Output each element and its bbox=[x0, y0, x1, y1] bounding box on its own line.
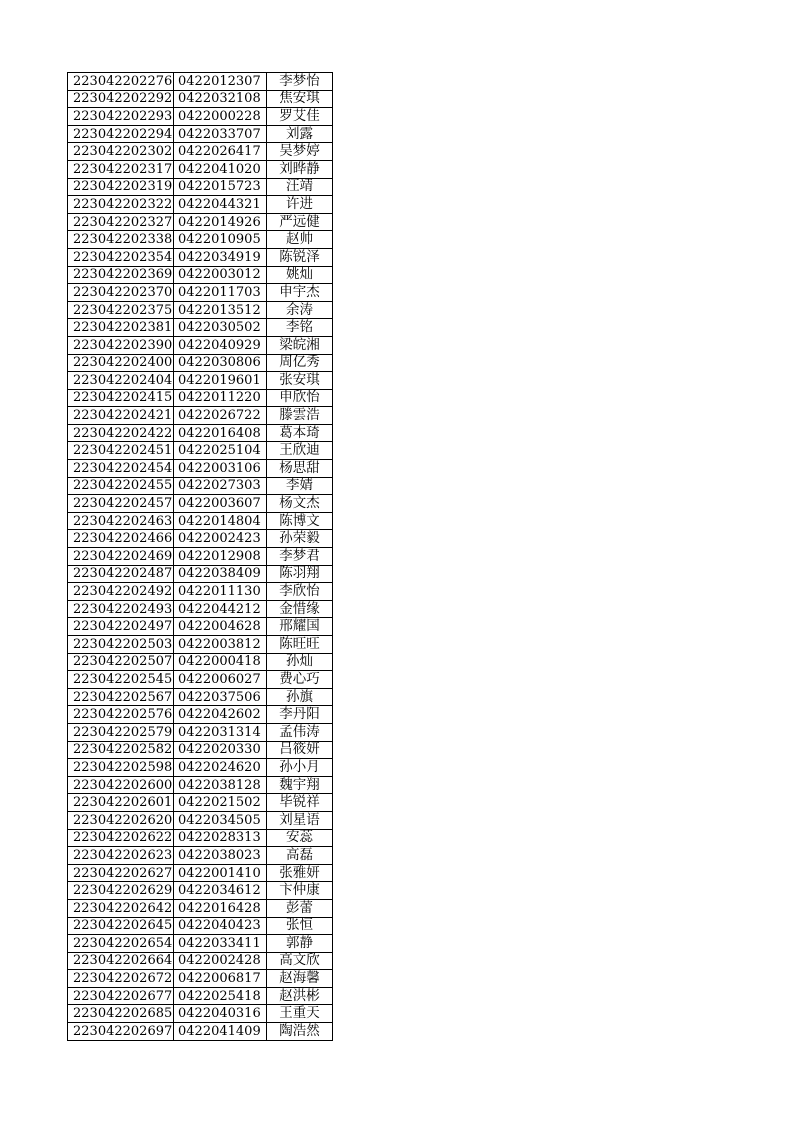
student-name-cell: 李欣怡 bbox=[267, 583, 333, 601]
student-name-cell: 邢耀国 bbox=[267, 618, 333, 636]
table-row bbox=[68, 530, 333, 548]
table-row bbox=[68, 477, 333, 495]
table-row bbox=[68, 125, 333, 143]
student-name-cell: 周亿秀 bbox=[267, 354, 333, 372]
student-id-cell: 0422016408 bbox=[174, 424, 267, 442]
table-row bbox=[68, 548, 333, 566]
student-id-cell: 0422013512 bbox=[174, 301, 267, 319]
student-name-cell: 毕锐祥 bbox=[267, 794, 333, 812]
student-name-cell: 安蕊 bbox=[267, 829, 333, 847]
student-id-cell: 0422011130 bbox=[174, 583, 267, 601]
student-id-cell: 0422011220 bbox=[174, 389, 267, 407]
student-name-cell: 郭静 bbox=[267, 935, 333, 953]
student-name-cell: 金惜缘 bbox=[267, 600, 333, 618]
table-row bbox=[68, 1023, 333, 1041]
student-id-cell: 0422041020 bbox=[174, 160, 267, 178]
exam-number-cell: 223042202400 bbox=[68, 354, 174, 372]
exam-number-cell: 223042202317 bbox=[68, 160, 174, 178]
table-row bbox=[68, 636, 333, 654]
exam-number-cell: 223042202354 bbox=[68, 248, 174, 266]
exam-number-cell: 223042202677 bbox=[68, 987, 174, 1005]
student-id-cell: 0422006817 bbox=[174, 970, 267, 988]
table-row bbox=[68, 248, 333, 266]
exam-number-cell: 223042202415 bbox=[68, 389, 174, 407]
student-name-cell: 彭蕾 bbox=[267, 899, 333, 917]
table-row bbox=[68, 73, 333, 91]
table-row bbox=[68, 1005, 333, 1023]
student-name-cell: 孙荣毅 bbox=[267, 530, 333, 548]
student-name-cell: 赵洪彬 bbox=[267, 987, 333, 1005]
exam-number-cell: 223042202327 bbox=[68, 213, 174, 231]
exam-number-cell: 223042202567 bbox=[68, 688, 174, 706]
table-row bbox=[68, 935, 333, 953]
student-name-cell: 刘晔静 bbox=[267, 160, 333, 178]
student-name-cell: 孙小月 bbox=[267, 759, 333, 777]
table-row bbox=[68, 899, 333, 917]
table-row bbox=[68, 706, 333, 724]
exam-number-cell: 223042202466 bbox=[68, 530, 174, 548]
table-row bbox=[68, 583, 333, 601]
exam-number-cell: 223042202623 bbox=[68, 847, 174, 865]
student-id-cell: 0422003106 bbox=[174, 460, 267, 478]
student-id-cell: 0422003012 bbox=[174, 266, 267, 284]
student-name-cell: 王重天 bbox=[267, 1005, 333, 1023]
table-row bbox=[68, 90, 333, 108]
student-name-cell: 陈羽翔 bbox=[267, 565, 333, 583]
student-name-cell: 孙灿 bbox=[267, 653, 333, 671]
student-name-cell: 王欣迪 bbox=[267, 442, 333, 460]
student-id-cell: 0422025418 bbox=[174, 987, 267, 1005]
student-id-cell: 0422040929 bbox=[174, 336, 267, 354]
student-id-cell: 0422034919 bbox=[174, 248, 267, 266]
table-row bbox=[68, 231, 333, 249]
student-id-cell: 0422019601 bbox=[174, 372, 267, 390]
student-name-cell: 陈博文 bbox=[267, 512, 333, 530]
table-row bbox=[68, 723, 333, 741]
student-name-cell: 余涛 bbox=[267, 301, 333, 319]
table-row bbox=[68, 618, 333, 636]
student-name-cell: 梁皖湘 bbox=[267, 336, 333, 354]
student-name-cell: 李丹阳 bbox=[267, 706, 333, 724]
student-id-cell: 0422025104 bbox=[174, 442, 267, 460]
student-id-cell: 0422033707 bbox=[174, 125, 267, 143]
student-name-cell: 葛本琦 bbox=[267, 424, 333, 442]
student-name-cell: 孙旗 bbox=[267, 688, 333, 706]
student-name-cell: 高文欣 bbox=[267, 952, 333, 970]
student-id-cell: 0422010905 bbox=[174, 231, 267, 249]
table-row bbox=[68, 319, 333, 337]
student-name-cell: 刘星语 bbox=[267, 811, 333, 829]
table-row bbox=[68, 460, 333, 478]
student-id-cell: 0422024620 bbox=[174, 759, 267, 777]
roster-body bbox=[68, 73, 333, 1041]
student-name-cell: 汪靖 bbox=[267, 178, 333, 196]
exam-number-cell: 223042202422 bbox=[68, 424, 174, 442]
student-name-cell: 焦安琪 bbox=[267, 90, 333, 108]
student-id-cell: 0422038409 bbox=[174, 565, 267, 583]
student-id-cell: 0422030806 bbox=[174, 354, 267, 372]
table-row bbox=[68, 442, 333, 460]
student-name-cell: 姚灿 bbox=[267, 266, 333, 284]
student-id-cell: 0422002423 bbox=[174, 530, 267, 548]
student-id-cell: 0422020330 bbox=[174, 741, 267, 759]
exam-number-cell: 223042202370 bbox=[68, 284, 174, 302]
student-name-cell: 魏宇翔 bbox=[267, 776, 333, 794]
student-name-cell: 杨文杰 bbox=[267, 495, 333, 513]
student-id-cell: 0422021502 bbox=[174, 794, 267, 812]
exam-number-cell: 223042202601 bbox=[68, 794, 174, 812]
table-row bbox=[68, 671, 333, 689]
student-id-cell: 0422015723 bbox=[174, 178, 267, 196]
student-id-cell: 0422014926 bbox=[174, 213, 267, 231]
student-name-cell: 卞仲康 bbox=[267, 882, 333, 900]
exam-number-cell: 223042202600 bbox=[68, 776, 174, 794]
table-row bbox=[68, 794, 333, 812]
student-name-cell: 李梦君 bbox=[267, 548, 333, 566]
exam-number-cell: 223042202664 bbox=[68, 952, 174, 970]
exam-number-cell: 223042202375 bbox=[68, 301, 174, 319]
exam-number-cell: 223042202451 bbox=[68, 442, 174, 460]
exam-number-cell: 223042202697 bbox=[68, 1023, 174, 1041]
exam-number-cell: 223042202622 bbox=[68, 829, 174, 847]
student-id-cell: 0422002428 bbox=[174, 952, 267, 970]
student-name-cell: 赵帅 bbox=[267, 231, 333, 249]
student-id-cell: 0422026417 bbox=[174, 143, 267, 161]
exam-number-cell: 223042202579 bbox=[68, 723, 174, 741]
exam-number-cell: 223042202576 bbox=[68, 706, 174, 724]
student-id-cell: 0422042602 bbox=[174, 706, 267, 724]
table-row bbox=[68, 759, 333, 777]
exam-number-cell: 223042202598 bbox=[68, 759, 174, 777]
exam-number-cell: 223042202457 bbox=[68, 495, 174, 513]
table-row bbox=[68, 882, 333, 900]
student-id-cell: 0422032108 bbox=[174, 90, 267, 108]
student-id-cell: 0422012908 bbox=[174, 548, 267, 566]
exam-number-cell: 223042202582 bbox=[68, 741, 174, 759]
table-row bbox=[68, 178, 333, 196]
table-row bbox=[68, 284, 333, 302]
exam-number-cell: 223042202463 bbox=[68, 512, 174, 530]
table-row bbox=[68, 970, 333, 988]
student-name-cell: 张雅妍 bbox=[267, 864, 333, 882]
table-row bbox=[68, 495, 333, 513]
exam-number-cell: 223042202627 bbox=[68, 864, 174, 882]
exam-number-cell: 223042202293 bbox=[68, 108, 174, 126]
exam-number-cell: 223042202654 bbox=[68, 935, 174, 953]
student-id-cell: 0422037506 bbox=[174, 688, 267, 706]
exam-number-cell: 223042202645 bbox=[68, 917, 174, 935]
student-name-cell: 高磊 bbox=[267, 847, 333, 865]
table-row bbox=[68, 565, 333, 583]
student-id-cell: 0422003607 bbox=[174, 495, 267, 513]
student-id-cell: 0422044321 bbox=[174, 196, 267, 214]
exam-number-cell: 223042202319 bbox=[68, 178, 174, 196]
student-name-cell: 申欣怡 bbox=[267, 389, 333, 407]
table-row bbox=[68, 372, 333, 390]
student-id-cell: 0422044212 bbox=[174, 600, 267, 618]
table-row bbox=[68, 354, 333, 372]
table-row bbox=[68, 917, 333, 935]
exam-number-cell: 223042202322 bbox=[68, 196, 174, 214]
student-id-cell: 0422003812 bbox=[174, 636, 267, 654]
student-name-cell: 费心巧 bbox=[267, 671, 333, 689]
student-id-cell: 0422004628 bbox=[174, 618, 267, 636]
exam-number-cell: 223042202487 bbox=[68, 565, 174, 583]
table-row bbox=[68, 864, 333, 882]
student-id-cell: 0422012307 bbox=[174, 73, 267, 91]
student-name-cell: 杨思甜 bbox=[267, 460, 333, 478]
exam-number-cell: 223042202455 bbox=[68, 477, 174, 495]
exam-number-cell: 223042202369 bbox=[68, 266, 174, 284]
exam-number-cell: 223042202620 bbox=[68, 811, 174, 829]
student-id-cell: 0422034612 bbox=[174, 882, 267, 900]
student-id-cell: 0422040316 bbox=[174, 1005, 267, 1023]
student-name-cell: 张安琪 bbox=[267, 372, 333, 390]
student-id-cell: 0422001410 bbox=[174, 864, 267, 882]
student-id-cell: 0422031314 bbox=[174, 723, 267, 741]
exam-number-cell: 223042202672 bbox=[68, 970, 174, 988]
table-row bbox=[68, 512, 333, 530]
table-row bbox=[68, 336, 333, 354]
table-row bbox=[68, 600, 333, 618]
exam-number-cell: 223042202292 bbox=[68, 90, 174, 108]
student-name-cell: 赵海馨 bbox=[267, 970, 333, 988]
student-name-cell: 刘露 bbox=[267, 125, 333, 143]
exam-number-cell: 223042202685 bbox=[68, 1005, 174, 1023]
exam-number-cell: 223042202507 bbox=[68, 653, 174, 671]
student-id-cell: 0422038128 bbox=[174, 776, 267, 794]
table-row bbox=[68, 424, 333, 442]
student-id-cell: 0422028313 bbox=[174, 829, 267, 847]
student-id-cell: 0422000418 bbox=[174, 653, 267, 671]
student-name-cell: 许进 bbox=[267, 196, 333, 214]
student-roster-table bbox=[67, 72, 333, 1041]
student-id-cell: 0422030502 bbox=[174, 319, 267, 337]
exam-number-cell: 223042202545 bbox=[68, 671, 174, 689]
table-row bbox=[68, 389, 333, 407]
table-row bbox=[68, 407, 333, 425]
table-row bbox=[68, 213, 333, 231]
student-id-cell: 0422033411 bbox=[174, 935, 267, 953]
student-name-cell: 李梦怡 bbox=[267, 73, 333, 91]
exam-number-cell: 223042202503 bbox=[68, 636, 174, 654]
table-row bbox=[68, 811, 333, 829]
student-name-cell: 李婧 bbox=[267, 477, 333, 495]
table-row bbox=[68, 741, 333, 759]
student-name-cell: 陶浩然 bbox=[267, 1023, 333, 1041]
student-id-cell: 0422011703 bbox=[174, 284, 267, 302]
table-row bbox=[68, 776, 333, 794]
table-row bbox=[68, 143, 333, 161]
exam-number-cell: 223042202381 bbox=[68, 319, 174, 337]
exam-number-cell: 223042202338 bbox=[68, 231, 174, 249]
table-row bbox=[68, 160, 333, 178]
student-name-cell: 孟伟涛 bbox=[267, 723, 333, 741]
student-id-cell: 0422034505 bbox=[174, 811, 267, 829]
table-row bbox=[68, 266, 333, 284]
student-id-cell: 0422000228 bbox=[174, 108, 267, 126]
student-id-cell: 0422016428 bbox=[174, 899, 267, 917]
student-id-cell: 0422040423 bbox=[174, 917, 267, 935]
student-name-cell: 罗艾佳 bbox=[267, 108, 333, 126]
exam-number-cell: 223042202276 bbox=[68, 73, 174, 91]
student-name-cell: 滕雲浩 bbox=[267, 407, 333, 425]
student-id-cell: 0422038023 bbox=[174, 847, 267, 865]
exam-number-cell: 223042202497 bbox=[68, 618, 174, 636]
student-id-cell: 0422027303 bbox=[174, 477, 267, 495]
table-row bbox=[68, 829, 333, 847]
table-row bbox=[68, 108, 333, 126]
exam-number-cell: 223042202629 bbox=[68, 882, 174, 900]
student-name-cell: 陈旺旺 bbox=[267, 636, 333, 654]
student-name-cell: 吕筱妍 bbox=[267, 741, 333, 759]
student-name-cell: 严远健 bbox=[267, 213, 333, 231]
exam-number-cell: 223042202492 bbox=[68, 583, 174, 601]
exam-number-cell: 223042202390 bbox=[68, 336, 174, 354]
student-name-cell: 申宇杰 bbox=[267, 284, 333, 302]
student-name-cell: 李铭 bbox=[267, 319, 333, 337]
student-id-cell: 0422041409 bbox=[174, 1023, 267, 1041]
table-row bbox=[68, 196, 333, 214]
table-row bbox=[68, 301, 333, 319]
student-name-cell: 陈锐泽 bbox=[267, 248, 333, 266]
student-name-cell: 吴梦婷 bbox=[267, 143, 333, 161]
student-id-cell: 0422026722 bbox=[174, 407, 267, 425]
exam-number-cell: 223042202642 bbox=[68, 899, 174, 917]
table-row bbox=[68, 688, 333, 706]
student-name-cell: 张恒 bbox=[267, 917, 333, 935]
exam-number-cell: 223042202302 bbox=[68, 143, 174, 161]
student-id-cell: 0422006027 bbox=[174, 671, 267, 689]
exam-number-cell: 223042202493 bbox=[68, 600, 174, 618]
table-row bbox=[68, 847, 333, 865]
exam-number-cell: 223042202294 bbox=[68, 125, 174, 143]
student-id-cell: 0422014804 bbox=[174, 512, 267, 530]
exam-number-cell: 223042202469 bbox=[68, 548, 174, 566]
exam-number-cell: 223042202454 bbox=[68, 460, 174, 478]
exam-number-cell: 223042202421 bbox=[68, 407, 174, 425]
table-row bbox=[68, 952, 333, 970]
table-row bbox=[68, 987, 333, 1005]
exam-number-cell: 223042202404 bbox=[68, 372, 174, 390]
table-row bbox=[68, 653, 333, 671]
